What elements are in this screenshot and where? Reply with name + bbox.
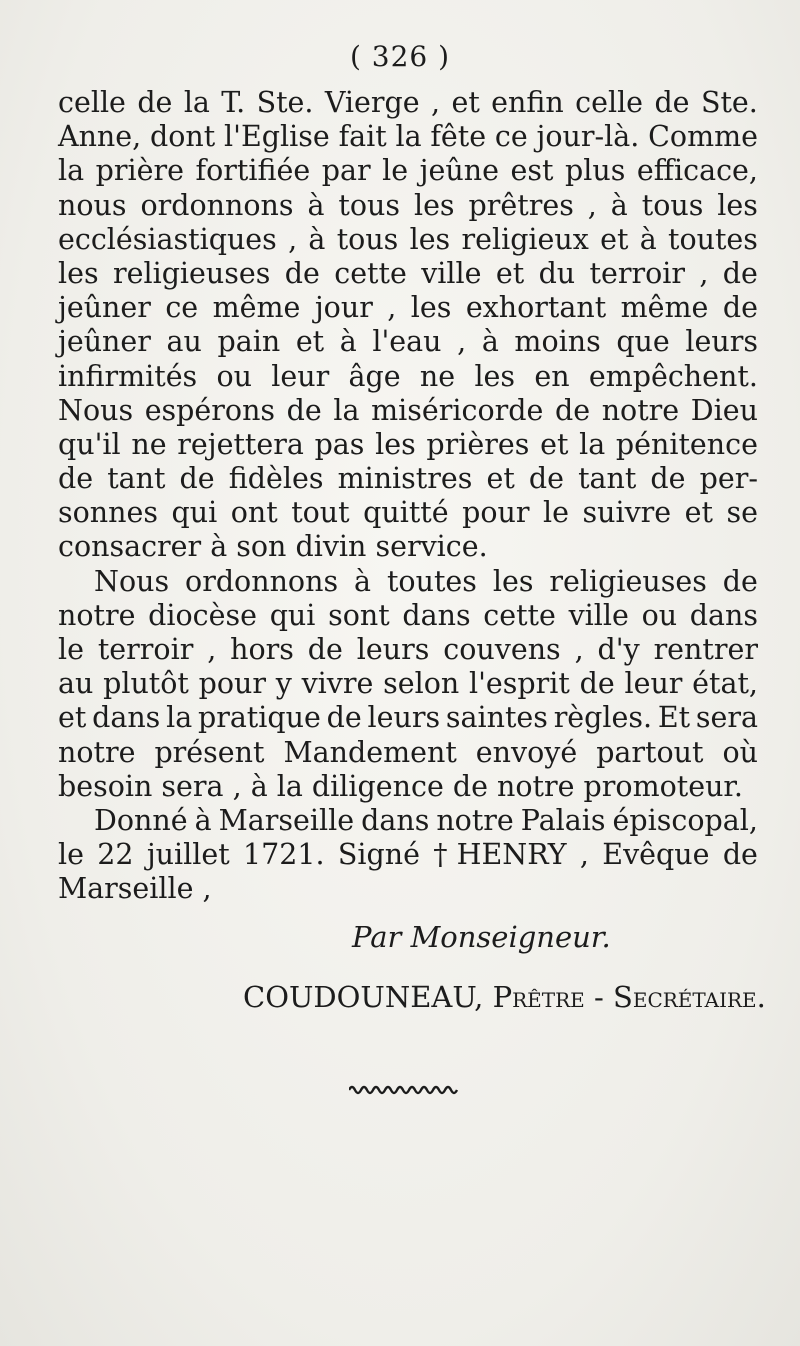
word: ont <box>230 496 278 530</box>
text-line <box>58 736 758 770</box>
word: Signé <box>337 838 420 872</box>
word: les <box>492 564 534 598</box>
word: la <box>166 701 193 735</box>
word: leurs <box>356 633 430 666</box>
text-line <box>58 667 758 701</box>
word: du <box>538 256 576 290</box>
text-line <box>58 223 758 257</box>
word: terroir <box>97 633 194 666</box>
paragraph-3-last-text: Marseille , <box>58 872 212 906</box>
word: de <box>722 564 758 598</box>
word: au <box>166 325 202 359</box>
word: ne <box>419 359 456 393</box>
word: 1721. <box>243 838 325 872</box>
word: présent <box>154 735 265 769</box>
word: ville <box>421 256 482 290</box>
word: religieux <box>461 222 589 256</box>
word: sonnes <box>58 496 158 530</box>
word: , <box>579 838 589 872</box>
word: la <box>58 154 85 188</box>
word: Palais <box>520 803 606 837</box>
word: sont <box>328 598 390 632</box>
word: cette <box>483 598 556 632</box>
word: pour <box>462 496 530 530</box>
word: où <box>722 735 758 769</box>
word: et <box>486 462 515 496</box>
word: Donné <box>94 803 188 837</box>
text-line <box>58 360 758 394</box>
word: fête <box>430 120 487 154</box>
text-line <box>58 838 758 872</box>
word: qui <box>269 598 316 632</box>
word: sera <box>695 701 758 735</box>
word: qu'il <box>58 427 121 461</box>
word: de <box>579 667 615 701</box>
word: même <box>212 291 301 325</box>
text-line <box>58 394 758 428</box>
word: leurs <box>685 325 758 359</box>
word: espérons <box>144 393 276 427</box>
word: jeûne <box>419 154 499 188</box>
word: pénitence <box>615 427 758 461</box>
word: l'Eglise <box>224 120 330 154</box>
word: Dieu <box>690 393 758 427</box>
word: d'y <box>597 633 640 666</box>
word: de <box>326 701 362 735</box>
word: prières <box>426 427 530 461</box>
paragraph-1-last-line <box>58 530 758 564</box>
text-line <box>58 154 758 188</box>
word: de <box>284 256 320 290</box>
paragraph-2-last-line <box>58 770 758 804</box>
text-line <box>58 86 758 120</box>
text-line <box>58 257 758 291</box>
word: les <box>409 222 451 256</box>
word: celle <box>575 86 644 119</box>
paragraph-2 <box>58 565 758 770</box>
word: rejettera <box>177 427 304 461</box>
word: la <box>333 393 360 427</box>
word: partout <box>596 735 704 769</box>
word: tout <box>291 496 350 530</box>
word: ecclésiastiques <box>58 222 277 256</box>
word: et <box>600 222 629 256</box>
word: à <box>354 564 372 598</box>
page-body <box>58 86 758 907</box>
paragraph-1-last-text: consacrer à son divin service. <box>58 530 488 564</box>
word: les <box>717 188 758 222</box>
word: Ste. <box>256 86 314 119</box>
word: nous <box>58 188 127 222</box>
word: 22 <box>97 838 134 872</box>
word: de <box>307 633 343 666</box>
word: dans <box>92 701 161 735</box>
word: pas <box>314 427 365 461</box>
word: que <box>616 325 670 359</box>
word: religieuses <box>112 256 271 290</box>
word: et <box>58 701 87 735</box>
word: ce <box>165 291 199 325</box>
word: et <box>451 86 480 119</box>
word: rentrer <box>653 633 758 666</box>
word: de <box>722 838 758 872</box>
text-line <box>58 599 758 633</box>
word: Marseille <box>218 803 355 837</box>
word: toutes <box>386 564 477 598</box>
word: terroir <box>589 256 685 290</box>
word: Vierge <box>324 86 420 119</box>
word: leur <box>271 359 330 393</box>
page-number: ( 326 ) <box>349 40 451 73</box>
word: et <box>295 325 325 359</box>
word: ville <box>568 598 629 632</box>
word: dont <box>150 120 216 154</box>
word: à <box>610 188 628 222</box>
word: tous <box>336 222 399 256</box>
word: diocèse <box>148 598 257 632</box>
word: † HENRY <box>433 838 567 872</box>
word: notre <box>58 598 136 632</box>
word: , <box>699 256 709 290</box>
word: hors <box>230 633 294 666</box>
word: âge <box>348 359 401 393</box>
word: de <box>554 393 591 427</box>
text-line <box>58 565 758 599</box>
word: le <box>58 838 84 872</box>
word: à <box>639 222 657 256</box>
word: per- <box>699 462 758 496</box>
word: tant <box>107 462 166 496</box>
word: moins <box>514 325 601 359</box>
word: , <box>574 633 584 666</box>
word: religieuses <box>549 564 707 598</box>
word: l'eau <box>372 325 442 359</box>
word: l'esprit <box>468 667 570 701</box>
word: le <box>543 496 569 530</box>
word: jour <box>314 291 373 325</box>
word: au <box>58 667 94 701</box>
word: fortifiée <box>195 154 311 188</box>
word: , <box>207 633 217 666</box>
word: exhortant <box>465 291 607 325</box>
word: se <box>726 496 758 530</box>
word: saintes <box>445 701 548 735</box>
word: Evêque <box>602 838 710 872</box>
signature-name: COUDOUNEAU, Prêtre - Secrétaire. <box>243 980 766 1014</box>
word: infirmités <box>58 359 198 393</box>
word: de <box>137 86 173 119</box>
word: la <box>395 120 422 154</box>
word: et <box>495 256 525 290</box>
word: les <box>375 427 416 461</box>
word: y <box>275 667 292 701</box>
word: ministres <box>337 462 473 496</box>
text-line <box>58 291 758 325</box>
word: jour-là. <box>536 120 640 154</box>
word: tous <box>338 188 400 222</box>
word: jeûner <box>58 291 151 325</box>
word: leur <box>624 667 683 701</box>
word: règles. <box>553 701 653 735</box>
word: de <box>722 291 758 325</box>
word: les <box>413 188 455 222</box>
word: tous <box>641 188 704 222</box>
paragraph-1 <box>58 86 758 530</box>
word: les <box>410 291 452 325</box>
word: T. <box>221 86 246 119</box>
word: de <box>654 86 690 119</box>
word: , <box>587 188 597 222</box>
word: état, <box>692 667 758 701</box>
word: prière <box>95 154 184 188</box>
word: de <box>179 462 215 496</box>
word: selon <box>383 667 460 701</box>
word: dans <box>361 803 430 837</box>
word: efficace, <box>636 154 758 188</box>
word: miséricorde <box>371 393 544 427</box>
word: ou <box>641 598 678 632</box>
paragraph-3 <box>58 804 758 872</box>
word: , <box>457 325 467 359</box>
word: ne <box>131 427 167 461</box>
word: tant <box>578 462 637 496</box>
signature-by: Par Monseigneur. <box>352 920 611 954</box>
word: notre <box>58 735 136 769</box>
word: plutôt <box>103 667 189 701</box>
word: de <box>58 462 94 496</box>
text-line <box>58 462 758 496</box>
word: la <box>183 86 210 119</box>
word: plus <box>565 154 626 188</box>
word: fait <box>338 120 387 154</box>
word: épiscopal, <box>612 803 758 837</box>
word: en <box>534 359 570 393</box>
word: à <box>194 803 212 837</box>
word: Nous <box>94 564 170 598</box>
word: quitté <box>363 496 449 530</box>
word: , <box>387 291 397 325</box>
word: envoyé <box>475 735 578 769</box>
word: à <box>307 188 325 222</box>
word: celle <box>58 86 126 119</box>
word: la <box>579 427 606 461</box>
word: et <box>540 427 569 461</box>
word: de <box>528 462 564 496</box>
paragraph-2-last-text: besoin sera , à la diligence de notre promoteur. <box>58 769 743 803</box>
word: ordonnons <box>140 188 294 222</box>
word: empêchent. <box>588 359 758 393</box>
text-line <box>58 804 758 838</box>
word: dans <box>689 598 758 632</box>
word: leurs <box>367 701 441 735</box>
word: et <box>684 496 713 530</box>
word: à <box>339 325 357 359</box>
word: à <box>308 222 326 256</box>
word: de <box>650 462 686 496</box>
word: prêtres <box>468 188 574 222</box>
text-line <box>58 428 758 462</box>
word: , <box>288 222 298 256</box>
word: par <box>321 154 371 188</box>
word: qui <box>171 496 218 530</box>
word: Anne, <box>58 120 142 154</box>
word: dans <box>402 598 471 632</box>
word: Ste. <box>700 86 758 119</box>
word: le <box>382 154 409 188</box>
word: ou <box>216 359 252 393</box>
text-line <box>58 325 758 359</box>
paragraph-3-last-line <box>58 872 758 906</box>
word: , <box>431 86 441 119</box>
word: de <box>286 393 322 427</box>
word: le <box>58 633 84 666</box>
word: pain <box>217 325 281 359</box>
word: Comme <box>648 120 758 154</box>
word: jeûner <box>58 325 151 359</box>
word: pour <box>198 667 266 701</box>
word: vivre <box>301 667 374 701</box>
text-line <box>58 496 758 530</box>
text-line <box>58 189 758 223</box>
word: les <box>474 359 516 393</box>
word: toutes <box>668 222 758 256</box>
text-line <box>58 120 758 154</box>
word: à <box>481 325 499 359</box>
word: couvens <box>443 633 561 666</box>
word: suivre <box>582 496 672 530</box>
word: pratique <box>197 701 321 735</box>
word: est <box>510 154 554 188</box>
word: fidèles <box>228 462 324 496</box>
ornamental-rule-icon <box>349 1082 459 1098</box>
word: les <box>58 256 99 290</box>
word: enfin <box>491 86 564 119</box>
word: cette <box>334 256 407 290</box>
text-line <box>58 633 758 667</box>
word: Nous <box>58 393 134 427</box>
word: ordonnons <box>185 564 339 598</box>
word: Et <box>657 701 691 735</box>
word: de <box>722 256 758 290</box>
word: juillet <box>146 838 230 872</box>
word: notre <box>601 393 680 427</box>
word: même <box>620 291 709 325</box>
word: ce <box>494 120 528 154</box>
word: notre <box>436 803 514 837</box>
word: Mandement <box>283 735 457 769</box>
text-line <box>58 701 758 735</box>
